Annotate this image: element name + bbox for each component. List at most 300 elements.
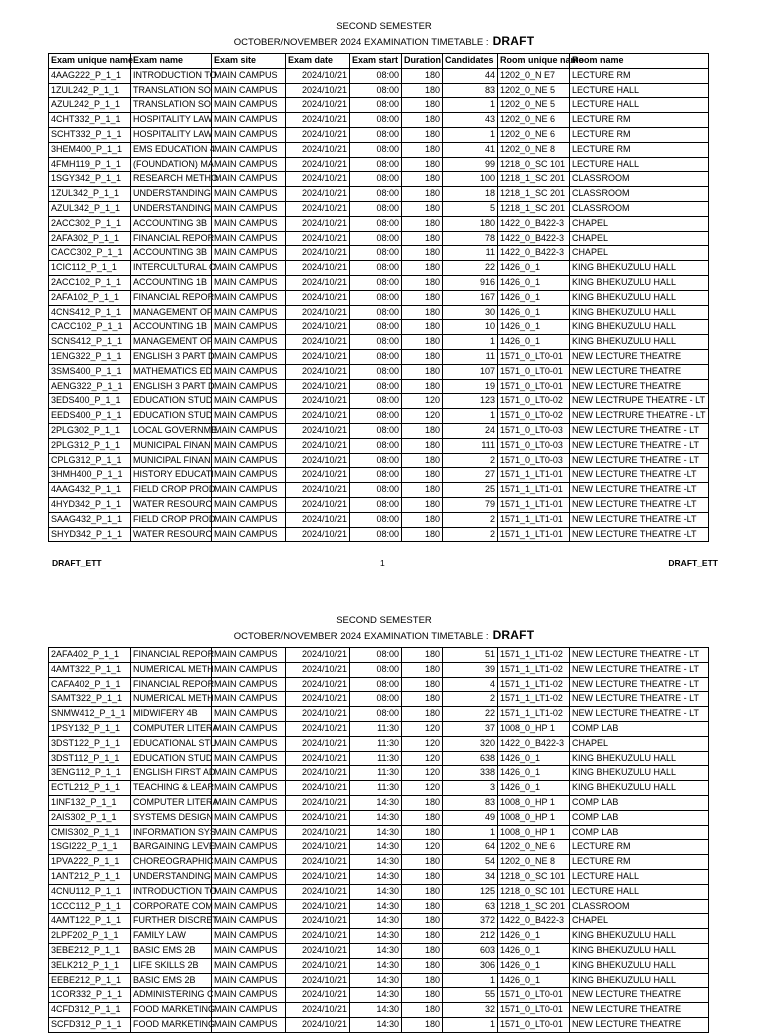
cell-room-name: COMP LAB bbox=[570, 825, 709, 840]
cell-exam-date: 2024/10/21 bbox=[286, 157, 350, 172]
cell-exam-site: MAIN CAMPUS bbox=[212, 68, 286, 83]
cell-exam-name: COMPUTER LITERA bbox=[131, 721, 212, 736]
cell-candidates: 51 bbox=[443, 648, 498, 663]
table-row bbox=[49, 677, 709, 692]
cell-exam-site: MAIN CAMPUS bbox=[212, 142, 286, 157]
cell-exam-start: 14:30 bbox=[350, 988, 402, 1003]
cell-exam-site: MAIN CAMPUS bbox=[212, 766, 286, 781]
table-row bbox=[49, 884, 709, 899]
cell-exam-name: EDUCATIONAL STU bbox=[131, 736, 212, 751]
cell-candidates: 1 bbox=[443, 98, 498, 113]
cell-duration: 180 bbox=[402, 305, 443, 320]
cell-room-name: NEW LECTURE THEATRE - LT bbox=[570, 648, 709, 663]
cell-exam-date: 2024/10/21 bbox=[286, 512, 350, 527]
cell-exam-unique-name: 4AAG222_P_1_1 bbox=[49, 68, 131, 83]
column-header-candidates: Candidates bbox=[443, 54, 498, 69]
cell-duration: 180 bbox=[402, 929, 443, 944]
cell-duration: 120 bbox=[402, 840, 443, 855]
cell-exam-start: 14:30 bbox=[350, 899, 402, 914]
cell-exam-date: 2024/10/21 bbox=[286, 231, 350, 246]
table-row bbox=[49, 246, 709, 261]
cell-exam-site: MAIN CAMPUS bbox=[212, 216, 286, 231]
footer-left: DRAFT_ETT bbox=[52, 558, 102, 568]
table-row bbox=[49, 335, 709, 350]
cell-exam-date: 2024/10/21 bbox=[286, 721, 350, 736]
timetable-title bbox=[0, 34, 768, 50]
cell-exam-date: 2024/10/21 bbox=[286, 201, 350, 216]
cell-candidates: 916 bbox=[443, 275, 498, 290]
cell-candidates: 1 bbox=[443, 335, 498, 350]
cell-exam-name: COMPUTER LITERA bbox=[131, 795, 212, 810]
cell-room-unique-name: 1426_0_1 bbox=[498, 973, 570, 988]
table-row bbox=[49, 527, 709, 542]
cell-exam-site: MAIN CAMPUS bbox=[212, 320, 286, 335]
cell-exam-date: 2024/10/21 bbox=[286, 468, 350, 483]
cell-exam-start: 14:30 bbox=[350, 840, 402, 855]
cell-exam-name: RESEARCH METHO bbox=[131, 172, 212, 187]
cell-exam-name: ACCOUNTING 1B bbox=[131, 275, 212, 290]
cell-duration: 180 bbox=[402, 201, 443, 216]
cell-exam-site: MAIN CAMPUS bbox=[212, 662, 286, 677]
cell-room-unique-name: 1202_0_NE 6 bbox=[498, 127, 570, 142]
cell-exam-unique-name: 2AFA302_P_1_1 bbox=[49, 231, 131, 246]
cell-exam-date: 2024/10/21 bbox=[286, 261, 350, 276]
cell-room-name: CLASSROOM bbox=[570, 201, 709, 216]
cell-exam-start: 14:30 bbox=[350, 810, 402, 825]
cell-exam-name: BARGAINING LEVE bbox=[131, 840, 212, 855]
cell-room-unique-name: 1202_0_NE 5 bbox=[498, 98, 570, 113]
cell-candidates: 18 bbox=[443, 187, 498, 202]
cell-exam-name: EMS EDUCATION 4 bbox=[131, 142, 212, 157]
cell-exam-site: MAIN CAMPUS bbox=[212, 943, 286, 958]
cell-exam-date: 2024/10/21 bbox=[286, 662, 350, 677]
cell-candidates: 64 bbox=[443, 840, 498, 855]
cell-exam-site: MAIN CAMPUS bbox=[212, 810, 286, 825]
cell-room-name: CHAPEL bbox=[570, 231, 709, 246]
cell-exam-start: 11:30 bbox=[350, 766, 402, 781]
cell-exam-start: 08:00 bbox=[350, 662, 402, 677]
cell-room-name: NEW LECTURE THEATRE -LT bbox=[570, 497, 709, 512]
cell-candidates: 1 bbox=[443, 409, 498, 424]
cell-room-unique-name: 1426_0_1 bbox=[498, 929, 570, 944]
cell-exam-unique-name: SCNS412_P_1_1 bbox=[49, 335, 131, 350]
cell-exam-unique-name: 2AFA102_P_1_1 bbox=[49, 290, 131, 305]
table-row bbox=[49, 825, 709, 840]
cell-exam-unique-name: 2LPF202_P_1_1 bbox=[49, 929, 131, 944]
cell-room-unique-name: 1571_0_LT0-01 bbox=[498, 988, 570, 1003]
cell-candidates: 49 bbox=[443, 810, 498, 825]
cell-candidates: 1 bbox=[443, 973, 498, 988]
cell-exam-site: MAIN CAMPUS bbox=[212, 83, 286, 98]
cell-duration: 180 bbox=[402, 707, 443, 722]
table-row bbox=[49, 468, 709, 483]
cell-exam-date: 2024/10/21 bbox=[286, 736, 350, 751]
cell-duration: 180 bbox=[402, 231, 443, 246]
cell-candidates: 111 bbox=[443, 438, 498, 453]
cell-candidates: 212 bbox=[443, 929, 498, 944]
cell-duration: 180 bbox=[402, 855, 443, 870]
cell-room-name: NEW LECTURE THEATRE -LT bbox=[570, 468, 709, 483]
cell-room-name: NEW LECTURE THEATRE bbox=[570, 1003, 709, 1018]
cell-exam-unique-name: 1INF132_P_1_1 bbox=[49, 795, 131, 810]
footer-right: DRAFT_ETT bbox=[668, 558, 718, 568]
table-body bbox=[49, 648, 709, 1033]
cell-exam-name: BASIC EMS 2B bbox=[131, 973, 212, 988]
cell-exam-unique-name: 3DST122_P_1_1 bbox=[49, 736, 131, 751]
cell-duration: 180 bbox=[402, 677, 443, 692]
cell-room-unique-name: 1426_0_1 bbox=[498, 305, 570, 320]
cell-exam-unique-name: CMIS302_P_1_1 bbox=[49, 825, 131, 840]
cell-room-name: CLASSROOM bbox=[570, 187, 709, 202]
cell-room-name: CHAPEL bbox=[570, 914, 709, 929]
cell-duration: 180 bbox=[402, 127, 443, 142]
cell-exam-start: 08:00 bbox=[350, 246, 402, 261]
cell-exam-start: 14:30 bbox=[350, 973, 402, 988]
cell-exam-name: EDUCATION STUD bbox=[131, 751, 212, 766]
cell-exam-unique-name: AENG322_P_1_1 bbox=[49, 379, 131, 394]
cell-exam-date: 2024/10/21 bbox=[286, 394, 350, 409]
timetable-table bbox=[48, 647, 709, 1033]
table-row bbox=[49, 988, 709, 1003]
cell-room-unique-name: 1571_0_LT0-01 bbox=[498, 1017, 570, 1032]
cell-room-name: LECTURE RM bbox=[570, 840, 709, 855]
cell-exam-site: MAIN CAMPUS bbox=[212, 483, 286, 498]
cell-duration: 180 bbox=[402, 943, 443, 958]
cell-exam-site: MAIN CAMPUS bbox=[212, 497, 286, 512]
cell-exam-date: 2024/10/21 bbox=[286, 840, 350, 855]
cell-duration: 180 bbox=[402, 483, 443, 498]
cell-room-name: LECTURE RM bbox=[570, 142, 709, 157]
cell-room-unique-name: 1571_1_LT1-02 bbox=[498, 707, 570, 722]
table-row bbox=[49, 394, 709, 409]
cell-exam-unique-name: CACC302_P_1_1 bbox=[49, 246, 131, 261]
cell-exam-start: 08:00 bbox=[350, 677, 402, 692]
table-row bbox=[49, 1003, 709, 1018]
cell-candidates: 25 bbox=[443, 483, 498, 498]
cell-room-unique-name: 1422_0_B422-3 bbox=[498, 914, 570, 929]
cell-exam-date: 2024/10/21 bbox=[286, 929, 350, 944]
cell-exam-start: 14:30 bbox=[350, 884, 402, 899]
draft-label: DRAFT bbox=[492, 34, 535, 48]
cell-exam-site: MAIN CAMPUS bbox=[212, 246, 286, 261]
cell-exam-date: 2024/10/21 bbox=[286, 707, 350, 722]
table-row bbox=[49, 453, 709, 468]
cell-room-name: LECTURE RM bbox=[570, 68, 709, 83]
cell-exam-date: 2024/10/21 bbox=[286, 453, 350, 468]
cell-room-name: KING BHEKUZULU HALL bbox=[570, 766, 709, 781]
cell-room-unique-name: 1571_0_LT0-03 bbox=[498, 423, 570, 438]
cell-room-name: KING BHEKUZULU HALL bbox=[570, 751, 709, 766]
cell-exam-name: ENGLISH 3 PART D bbox=[131, 349, 212, 364]
cell-exam-name: EDUCATION STUD bbox=[131, 409, 212, 424]
cell-candidates: 338 bbox=[443, 766, 498, 781]
cell-exam-date: 2024/10/21 bbox=[286, 973, 350, 988]
cell-duration: 180 bbox=[402, 648, 443, 663]
cell-duration: 180 bbox=[402, 810, 443, 825]
cell-exam-start: 08:00 bbox=[350, 409, 402, 424]
cell-room-unique-name: 1571_1_LT1-01 bbox=[498, 497, 570, 512]
cell-duration: 180 bbox=[402, 453, 443, 468]
table-row bbox=[49, 290, 709, 305]
cell-exam-unique-name: 1ENG322_P_1_1 bbox=[49, 349, 131, 364]
cell-candidates: 180 bbox=[443, 216, 498, 231]
cell-exam-unique-name: SAMT322_P_1_1 bbox=[49, 692, 131, 707]
cell-candidates: 37 bbox=[443, 721, 498, 736]
cell-room-name: LECTURE HALL bbox=[570, 98, 709, 113]
cell-duration: 180 bbox=[402, 884, 443, 899]
cell-exam-date: 2024/10/21 bbox=[286, 958, 350, 973]
cell-exam-name: UNDERSTANDING bbox=[131, 187, 212, 202]
cell-exam-start: 08:00 bbox=[350, 320, 402, 335]
cell-room-name: KING BHEKUZULU HALL bbox=[570, 943, 709, 958]
cell-exam-name: FIELD CROP PROD bbox=[131, 512, 212, 527]
cell-exam-name: FINANCIAL REPOR bbox=[131, 290, 212, 305]
cell-room-name: KING BHEKUZULU HALL bbox=[570, 781, 709, 796]
table-row bbox=[49, 142, 709, 157]
cell-room-unique-name: 1202_0_NE 5 bbox=[498, 83, 570, 98]
cell-exam-unique-name: 2AFA402_P_1_1 bbox=[49, 648, 131, 663]
cell-exam-start: 14:30 bbox=[350, 958, 402, 973]
table-row bbox=[49, 943, 709, 958]
cell-exam-start: 08:00 bbox=[350, 512, 402, 527]
cell-room-name: NEW LECTRURE THEATRE - LT bbox=[570, 409, 709, 424]
cell-exam-date: 2024/10/21 bbox=[286, 246, 350, 261]
cell-exam-name: HOSPITALITY LAW bbox=[131, 113, 212, 128]
cell-exam-date: 2024/10/21 bbox=[286, 275, 350, 290]
cell-duration: 180 bbox=[402, 216, 443, 231]
table-row bbox=[49, 662, 709, 677]
cell-room-name: NEW LECTURE THEATRE - LT bbox=[570, 662, 709, 677]
column-header-exam-start: Exam start bbox=[350, 54, 402, 69]
cell-exam-date: 2024/10/21 bbox=[286, 1003, 350, 1018]
cell-exam-site: MAIN CAMPUS bbox=[212, 261, 286, 276]
table-row bbox=[49, 127, 709, 142]
table-row bbox=[49, 187, 709, 202]
table-row bbox=[49, 1017, 709, 1032]
cell-exam-site: MAIN CAMPUS bbox=[212, 707, 286, 722]
column-header-room-unique-name: Room unique name bbox=[498, 54, 570, 69]
table-header-row bbox=[49, 54, 709, 69]
cell-duration: 180 bbox=[402, 246, 443, 261]
cell-exam-name: (FOUNDATION) MA bbox=[131, 157, 212, 172]
cell-exam-date: 2024/10/21 bbox=[286, 187, 350, 202]
cell-exam-date: 2024/10/21 bbox=[286, 349, 350, 364]
cell-room-unique-name: 1426_0_1 bbox=[498, 766, 570, 781]
cell-exam-name: MANAGEMENT OF bbox=[131, 335, 212, 350]
cell-candidates: 34 bbox=[443, 869, 498, 884]
cell-candidates: 125 bbox=[443, 884, 498, 899]
cell-exam-start: 08:00 bbox=[350, 216, 402, 231]
cell-exam-name: FINANCIAL REPOR bbox=[131, 231, 212, 246]
cell-room-name: LECTURE HALL bbox=[570, 157, 709, 172]
cell-exam-unique-name: 3EBE212_P_1_1 bbox=[49, 943, 131, 958]
cell-room-unique-name: 1571_1_LT1-02 bbox=[498, 677, 570, 692]
table-row bbox=[49, 483, 709, 498]
cell-exam-date: 2024/10/21 bbox=[286, 810, 350, 825]
cell-exam-unique-name: 4AMT122_P_1_1 bbox=[49, 914, 131, 929]
cell-candidates: 11 bbox=[443, 349, 498, 364]
cell-exam-unique-name: SCHT332_P_1_1 bbox=[49, 127, 131, 142]
cell-duration: 180 bbox=[402, 113, 443, 128]
cell-exam-name: EDUCATION STUD bbox=[131, 394, 212, 409]
cell-room-unique-name: 1571_0_LT0-01 bbox=[498, 379, 570, 394]
cell-exam-start: 08:00 bbox=[350, 394, 402, 409]
cell-candidates: 2 bbox=[443, 453, 498, 468]
cell-duration: 120 bbox=[402, 736, 443, 751]
column-header-exam-unique-name: Exam unique name bbox=[49, 54, 131, 69]
cell-exam-name: FURTHER DISCRET bbox=[131, 914, 212, 929]
cell-exam-unique-name: 3SMS400_P_1_1 bbox=[49, 364, 131, 379]
cell-exam-date: 2024/10/21 bbox=[286, 527, 350, 542]
cell-exam-date: 2024/10/21 bbox=[286, 335, 350, 350]
cell-exam-name: WATER RESOURC bbox=[131, 497, 212, 512]
cell-exam-site: MAIN CAMPUS bbox=[212, 157, 286, 172]
cell-exam-unique-name: 1PSY132_P_1_1 bbox=[49, 721, 131, 736]
cell-exam-name: BASIC EMS 2B bbox=[131, 943, 212, 958]
table-row bbox=[49, 781, 709, 796]
cell-room-name: KING BHEKUZULU HALL bbox=[570, 305, 709, 320]
cell-exam-name: ACCOUNTING 3B bbox=[131, 246, 212, 261]
cell-exam-site: MAIN CAMPUS bbox=[212, 899, 286, 914]
cell-room-unique-name: 1008_0_HP 1 bbox=[498, 825, 570, 840]
cell-exam-unique-name: 1SGI222_P_1_1 bbox=[49, 840, 131, 855]
cell-exam-site: MAIN CAMPUS bbox=[212, 438, 286, 453]
cell-exam-site: MAIN CAMPUS bbox=[212, 305, 286, 320]
cell-exam-unique-name: 4HYD342_P_1_1 bbox=[49, 497, 131, 512]
cell-exam-start: 08:00 bbox=[350, 438, 402, 453]
cell-exam-date: 2024/10/21 bbox=[286, 677, 350, 692]
cell-duration: 180 bbox=[402, 261, 443, 276]
cell-duration: 180 bbox=[402, 662, 443, 677]
cell-room-name: KING BHEKUZULU HALL bbox=[570, 320, 709, 335]
cell-exam-unique-name: 1ANT212_P_1_1 bbox=[49, 869, 131, 884]
cell-duration: 180 bbox=[402, 379, 443, 394]
cell-exam-name: CORPORATE COM bbox=[131, 899, 212, 914]
cell-exam-site: MAIN CAMPUS bbox=[212, 721, 286, 736]
table-row bbox=[49, 512, 709, 527]
cell-candidates: 2 bbox=[443, 527, 498, 542]
cell-candidates: 3 bbox=[443, 781, 498, 796]
cell-exam-site: MAIN CAMPUS bbox=[212, 275, 286, 290]
cell-candidates: 2 bbox=[443, 692, 498, 707]
cell-exam-date: 2024/10/21 bbox=[286, 884, 350, 899]
cell-room-unique-name: 1218_1_SC 201 bbox=[498, 899, 570, 914]
cell-exam-date: 2024/10/21 bbox=[286, 409, 350, 424]
cell-candidates: 99 bbox=[443, 157, 498, 172]
cell-room-unique-name: 1218_1_SC 201 bbox=[498, 201, 570, 216]
cell-exam-name: LOCAL GOVERNME bbox=[131, 423, 212, 438]
cell-exam-site: MAIN CAMPUS bbox=[212, 929, 286, 944]
cell-duration: 180 bbox=[402, 1017, 443, 1032]
cell-duration: 180 bbox=[402, 468, 443, 483]
cell-exam-name: TRANSLATION SO bbox=[131, 83, 212, 98]
cell-room-name: CLASSROOM bbox=[570, 899, 709, 914]
cell-exam-date: 2024/10/21 bbox=[286, 483, 350, 498]
page-number: 1 bbox=[380, 558, 385, 568]
cell-duration: 120 bbox=[402, 721, 443, 736]
cell-duration: 180 bbox=[402, 290, 443, 305]
cell-exam-start: 08:00 bbox=[350, 201, 402, 216]
cell-duration: 120 bbox=[402, 394, 443, 409]
cell-room-name: LECTURE RM bbox=[570, 855, 709, 870]
cell-exam-site: MAIN CAMPUS bbox=[212, 825, 286, 840]
cell-exam-unique-name: 1CCC112_P_1_1 bbox=[49, 899, 131, 914]
cell-duration: 180 bbox=[402, 187, 443, 202]
cell-exam-start: 08:00 bbox=[350, 453, 402, 468]
cell-exam-start: 08:00 bbox=[350, 335, 402, 350]
cell-exam-unique-name: 2ACC302_P_1_1 bbox=[49, 216, 131, 231]
cell-exam-date: 2024/10/21 bbox=[286, 83, 350, 98]
cell-exam-site: MAIN CAMPUS bbox=[212, 1003, 286, 1018]
cell-exam-date: 2024/10/21 bbox=[286, 751, 350, 766]
cell-exam-site: MAIN CAMPUS bbox=[212, 795, 286, 810]
cell-exam-start: 11:30 bbox=[350, 781, 402, 796]
cell-candidates: 5 bbox=[443, 201, 498, 216]
cell-exam-unique-name: 4AAG432_P_1_1 bbox=[49, 483, 131, 498]
cell-room-unique-name: 1008_0_HP 1 bbox=[498, 810, 570, 825]
cell-candidates: 10 bbox=[443, 320, 498, 335]
cell-exam-date: 2024/10/21 bbox=[286, 914, 350, 929]
cell-exam-unique-name: 3ENG112_P_1_1 bbox=[49, 766, 131, 781]
cell-exam-site: MAIN CAMPUS bbox=[212, 187, 286, 202]
cell-room-unique-name: 1426_0_1 bbox=[498, 335, 570, 350]
cell-exam-unique-name: 2AIS302_P_1_1 bbox=[49, 810, 131, 825]
cell-exam-date: 2024/10/21 bbox=[286, 364, 350, 379]
cell-exam-start: 08:00 bbox=[350, 172, 402, 187]
cell-exam-site: MAIN CAMPUS bbox=[212, 1017, 286, 1032]
cell-exam-start: 08:00 bbox=[350, 290, 402, 305]
cell-exam-unique-name: ECTL212_P_1_1 bbox=[49, 781, 131, 796]
cell-exam-start: 11:30 bbox=[350, 751, 402, 766]
cell-exam-date: 2024/10/21 bbox=[286, 216, 350, 231]
cell-candidates: 79 bbox=[443, 497, 498, 512]
cell-room-unique-name: 1426_0_1 bbox=[498, 261, 570, 276]
table-row bbox=[49, 840, 709, 855]
cell-exam-start: 11:30 bbox=[350, 736, 402, 751]
cell-exam-unique-name: SHYD342_P_1_1 bbox=[49, 527, 131, 542]
cell-exam-start: 14:30 bbox=[350, 929, 402, 944]
cell-candidates: 24 bbox=[443, 423, 498, 438]
cell-exam-name: LIFE SKILLS 2B bbox=[131, 958, 212, 973]
cell-exam-date: 2024/10/21 bbox=[286, 172, 350, 187]
cell-candidates: 167 bbox=[443, 290, 498, 305]
cell-exam-site: MAIN CAMPUS bbox=[212, 231, 286, 246]
cell-exam-site: MAIN CAMPUS bbox=[212, 335, 286, 350]
cell-room-name: LECTURE HALL bbox=[570, 83, 709, 98]
cell-exam-start: 08:00 bbox=[350, 527, 402, 542]
cell-candidates: 63 bbox=[443, 899, 498, 914]
cell-room-name: LECTURE RM bbox=[570, 113, 709, 128]
cell-exam-unique-name: 4CFD312_P_1_1 bbox=[49, 1003, 131, 1018]
cell-duration: 180 bbox=[402, 527, 443, 542]
cell-exam-name: WATER RESOURC bbox=[131, 527, 212, 542]
cell-exam-name: FAMILY LAW bbox=[131, 929, 212, 944]
cell-exam-site: MAIN CAMPUS bbox=[212, 973, 286, 988]
cell-exam-unique-name: SCFD312_P_1_1 bbox=[49, 1017, 131, 1032]
cell-duration: 120 bbox=[402, 409, 443, 424]
cell-duration: 180 bbox=[402, 914, 443, 929]
cell-exam-start: 08:00 bbox=[350, 305, 402, 320]
cell-exam-start: 08:00 bbox=[350, 187, 402, 202]
cell-room-unique-name: 1008_0_HP 1 bbox=[498, 721, 570, 736]
cell-exam-name: MANAGEMENT OF bbox=[131, 305, 212, 320]
cell-exam-start: 08:00 bbox=[350, 113, 402, 128]
cell-exam-unique-name: 4CHT332_P_1_1 bbox=[49, 113, 131, 128]
timetable-title bbox=[0, 628, 768, 644]
cell-candidates: 27 bbox=[443, 468, 498, 483]
column-header-exam-name: Exam name bbox=[131, 54, 212, 69]
table-row bbox=[49, 736, 709, 751]
